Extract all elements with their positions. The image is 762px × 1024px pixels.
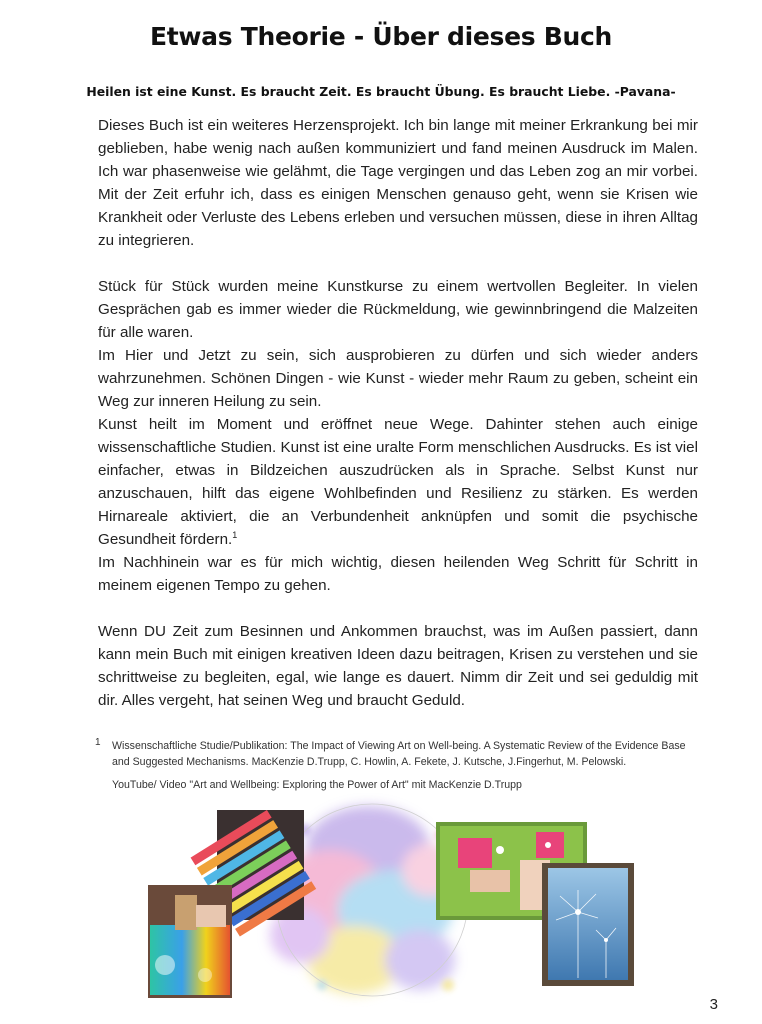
footnote-study: Wissenschaftliche Studie/Publikation: The Impact of Viewing Art on Well-being. A Systematic Review of the Evidence Base and Suggested Mechanisms. MacKenzie D.Trupp, C. Howlin, A. Fekete, J. Kutsche, J.Fingerhut, M. Pelowski. <box>112 740 686 768</box>
page-title: Etwas Theorie - Über dieses Buch <box>149 22 613 51</box>
watercolor-splash <box>270 806 458 994</box>
watercolor-drips <box>299 824 454 991</box>
splash-outline <box>276 804 468 996</box>
kids-table-photo <box>148 885 232 998</box>
paragraph-4-text: Kunst heilt im Moment und eröffnet neue Wege. Dahinter stehen auch einige wissenschaftliche Studien. Kunst ist eine uralte Form menschlichen Ausdrucks. Es ist viel einfacher, etwas in Bildzeichen auszudrücken als in Sprache. Selbst Kunst nur anzuschauen, hilft das eigene Wohlbefinden und Resilienz zu stärken. Es werden Hirnareale aktiviert, die an Verbundenheit anknüpfen und somit die psychische Gesundheit fördern. <box>98 416 698 548</box>
body-text <box>98 114 698 712</box>
footnote-text <box>112 738 705 793</box>
page-number: 3 <box>709 996 718 1013</box>
paragraph-3: Im Hier und Jetzt zu sein, sich ausprobieren zu dürfen und sich wieder anders wahrzunehmen. Schönen Dingen - wie Kunst - wieder mehr Raum zu geben, scheint ein Weg zur inneren Heilung zu sein. <box>98 347 698 410</box>
pastels-photo <box>191 810 317 937</box>
green-painting-photo <box>436 822 587 920</box>
paragraph-1: Dieses Buch ist ein weiteres Herzensprojekt. Ich bin lange mit meiner Erkrankung bei mir geblieben, habe wenig nach außen kommuniziert und fand meinen Ausdruck im Malen. Ich war phasenweise wie gelähmt, die Tage vergingen und das Leben zog an mir vorbei. Mit der Zeit erfuhr ich, dass es einigen Menschen genauso geht, wenn sie Krisen wie Krankheit oder Verluste des Lebens erleben und versuchen müssen, diese in ihren Alltag zu integrieren. <box>98 117 698 249</box>
paragraph-5: Im Nachhinein war es für mich wichtig, diesen heilenden Weg Schritt für Schritt in meinem eigenen Tempo zu gehen. <box>98 554 698 594</box>
dandelion-canvas-photo <box>542 863 634 986</box>
paragraph-4 <box>98 413 698 551</box>
footnote-mark: 1 <box>95 737 101 748</box>
footnote <box>95 738 705 793</box>
motto-quote: Heilen ist eine Kunst. Es braucht Zeit. Es braucht Übung. Es braucht Liebe. -Pavana- <box>86 84 676 99</box>
footnote-reference[interactable]: 1 <box>232 529 238 540</box>
paragraph-6: Wenn DU Zeit zum Besinnen und Ankommen brauchst, was im Außen passiert, dann kann mein Buch mit einigen kreativen Ideen dazu beitragen, Krisen zu verstehen und sie schrittweise zu begleiten, egal, wie lange es dauert. Nimm dir Zeit und sei geduldig mit dir. Alles vergeht, hat seinen Weg und braucht Geduld. <box>98 623 698 709</box>
paragraph-2: Stück für Stück wurden meine Kunstkurse zu einem wertvollen Begleiter. In vielen Gesprächen gab es immer wieder die Rückmeldung, wie gewinnbringend die Malzeiten für alle waren. <box>98 278 698 341</box>
footnote-video: YouTube/ Video "Art and Wellbeing: Exploring the Power of Art" mit MacKenzie D.Trupp <box>112 779 522 791</box>
